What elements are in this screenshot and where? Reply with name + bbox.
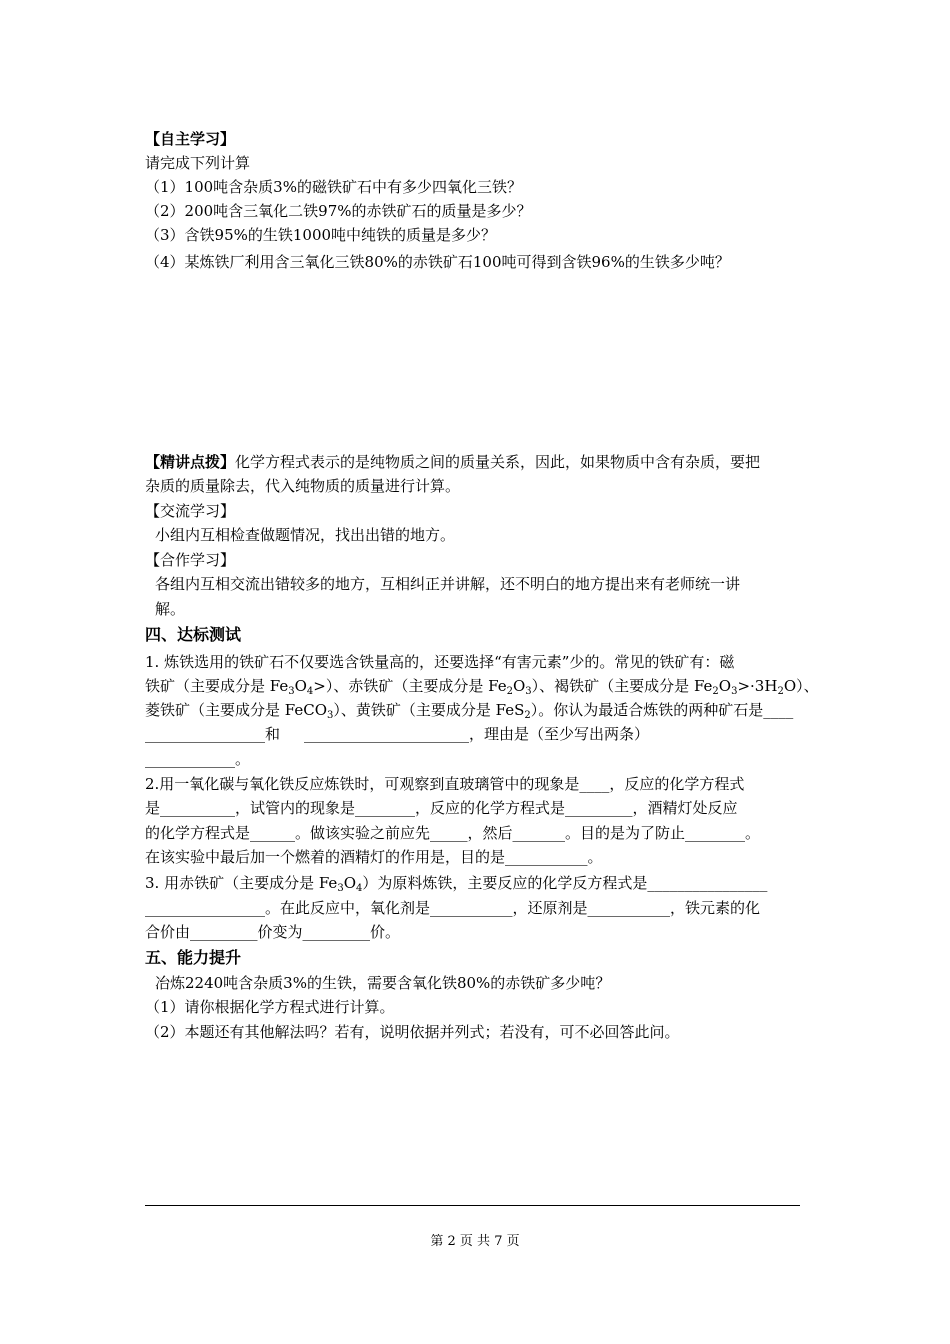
exchange-heading: 【交流学习】 (145, 502, 236, 520)
footer-rule (145, 1205, 800, 1206)
question-4: （4）某炼铁厂利用含三氧化三铁80%的赤铁矿石100吨可得到含铁96%的生铁多少吨？ (145, 253, 730, 271)
question-2: （2）200吨含三氧化二铁97%的赤铁矿石的质量是多少？ (145, 202, 532, 220)
s4-q3-line2: ________________。在此反应中，氧化剂是___________，还原剂是___________，铁元素的化 (145, 899, 761, 917)
s4-q3-line3: 合价由_________价变为_________价。 (145, 923, 401, 941)
self-study-intro: 请完成下列计算 (145, 154, 251, 172)
page-number: 第 2 页 共 7 页 (430, 1234, 520, 1249)
s4-q1-line3: 菱铁矿（主要成分是 FeCO$_3$）、黄铁矿（主要成分是 FeS$_2$）。你认为最适合炼铁的两种矿石是____ (145, 701, 794, 721)
s4-q2-line4: 在该实验中最后加一个燃着的酒精灯的作用是，目的是___________。 (145, 848, 603, 866)
s4-q2-line1: 2.用一氧化碳与氧化铁反应炼铁时，可观察到直玻璃管中的现象是____，反应的化学方程式 (145, 775, 745, 793)
s4-q2-line2: 是__________，试管内的现象是________，反应的化学方程式是_________，酒精灯处反应 (145, 799, 738, 817)
s4-q3-line1: 3. 用赤铁矿（主要成分是 $Fe_3O_4$）为原料炼铁，主要反应的化学反方程式是________________ (145, 874, 768, 894)
s4-q1-line5: ____________。 (145, 750, 251, 768)
section4-heading: 四、达标测试 (145, 625, 242, 644)
cooperation-line1: 各组内互相交流出错较多的地方，互相纠正并讲解，还不明白的地方提出来有老师统一讲 (155, 575, 741, 593)
cooperation-line2: 解。 (155, 600, 186, 618)
s5-part1: （1）请你根据化学方程式进行计算。 (145, 998, 395, 1016)
question-1: （1）100吨含杂质3%的磁铁矿石中有多少四氧化三铁？ (145, 178, 522, 196)
self-study-heading: 【自主学习】 (145, 130, 236, 148)
question-3: （3）含铁95%的生铁1000吨中纯铁的质量是多少？ (145, 226, 497, 244)
s4-q1-line4: ________________和 ______________________，理由是（至少写出两条） (145, 725, 650, 743)
key-points-line2: 杂质的质量除去，代入纯物质的质量进行计算。 (145, 477, 461, 495)
s4-q1-line2: 铁矿（主要成分是 $Fe_3O_4>$）、赤铁矿（主要成分是 $Fe_2O_3$）、褐铁矿（主要成分是 $Fe_2O_3>\cdot 3H_2O$）、 (145, 677, 819, 697)
key-points (145, 451, 760, 473)
section5-heading: 五、能力提升 (145, 948, 242, 967)
key-points-text: 化学方程式表示的是纯物质之间的质量关系，因此，如果物质中含有杂质，要把 (235, 453, 761, 471)
s5-part2: （2）本题还有其他解法吗？若有，说明依据并列式；若没有，可不必回答此问。 (145, 1023, 680, 1041)
key-points-label: 【精讲点拨】 (145, 453, 236, 471)
cooperation-heading: 【合作学习】 (145, 551, 236, 569)
s4-q1-line1: 1. 炼铁选用的铁矿石不仅要选含铁量高的，还要选择“有害元素”少的。常见的铁矿有：磁 (145, 653, 735, 671)
exchange-text: 小组内互相检查做题情况，找出出错的地方。 (155, 526, 456, 544)
s5-problem: 冶炼2240吨含杂质3%的生铁，需要含氧化铁80%的赤铁矿多少吨？ (155, 974, 611, 992)
s4-q2-line3: 的化学方程式是______。做该实验之前应先_____，然后_______。目的是为了防止________。 (145, 824, 761, 842)
